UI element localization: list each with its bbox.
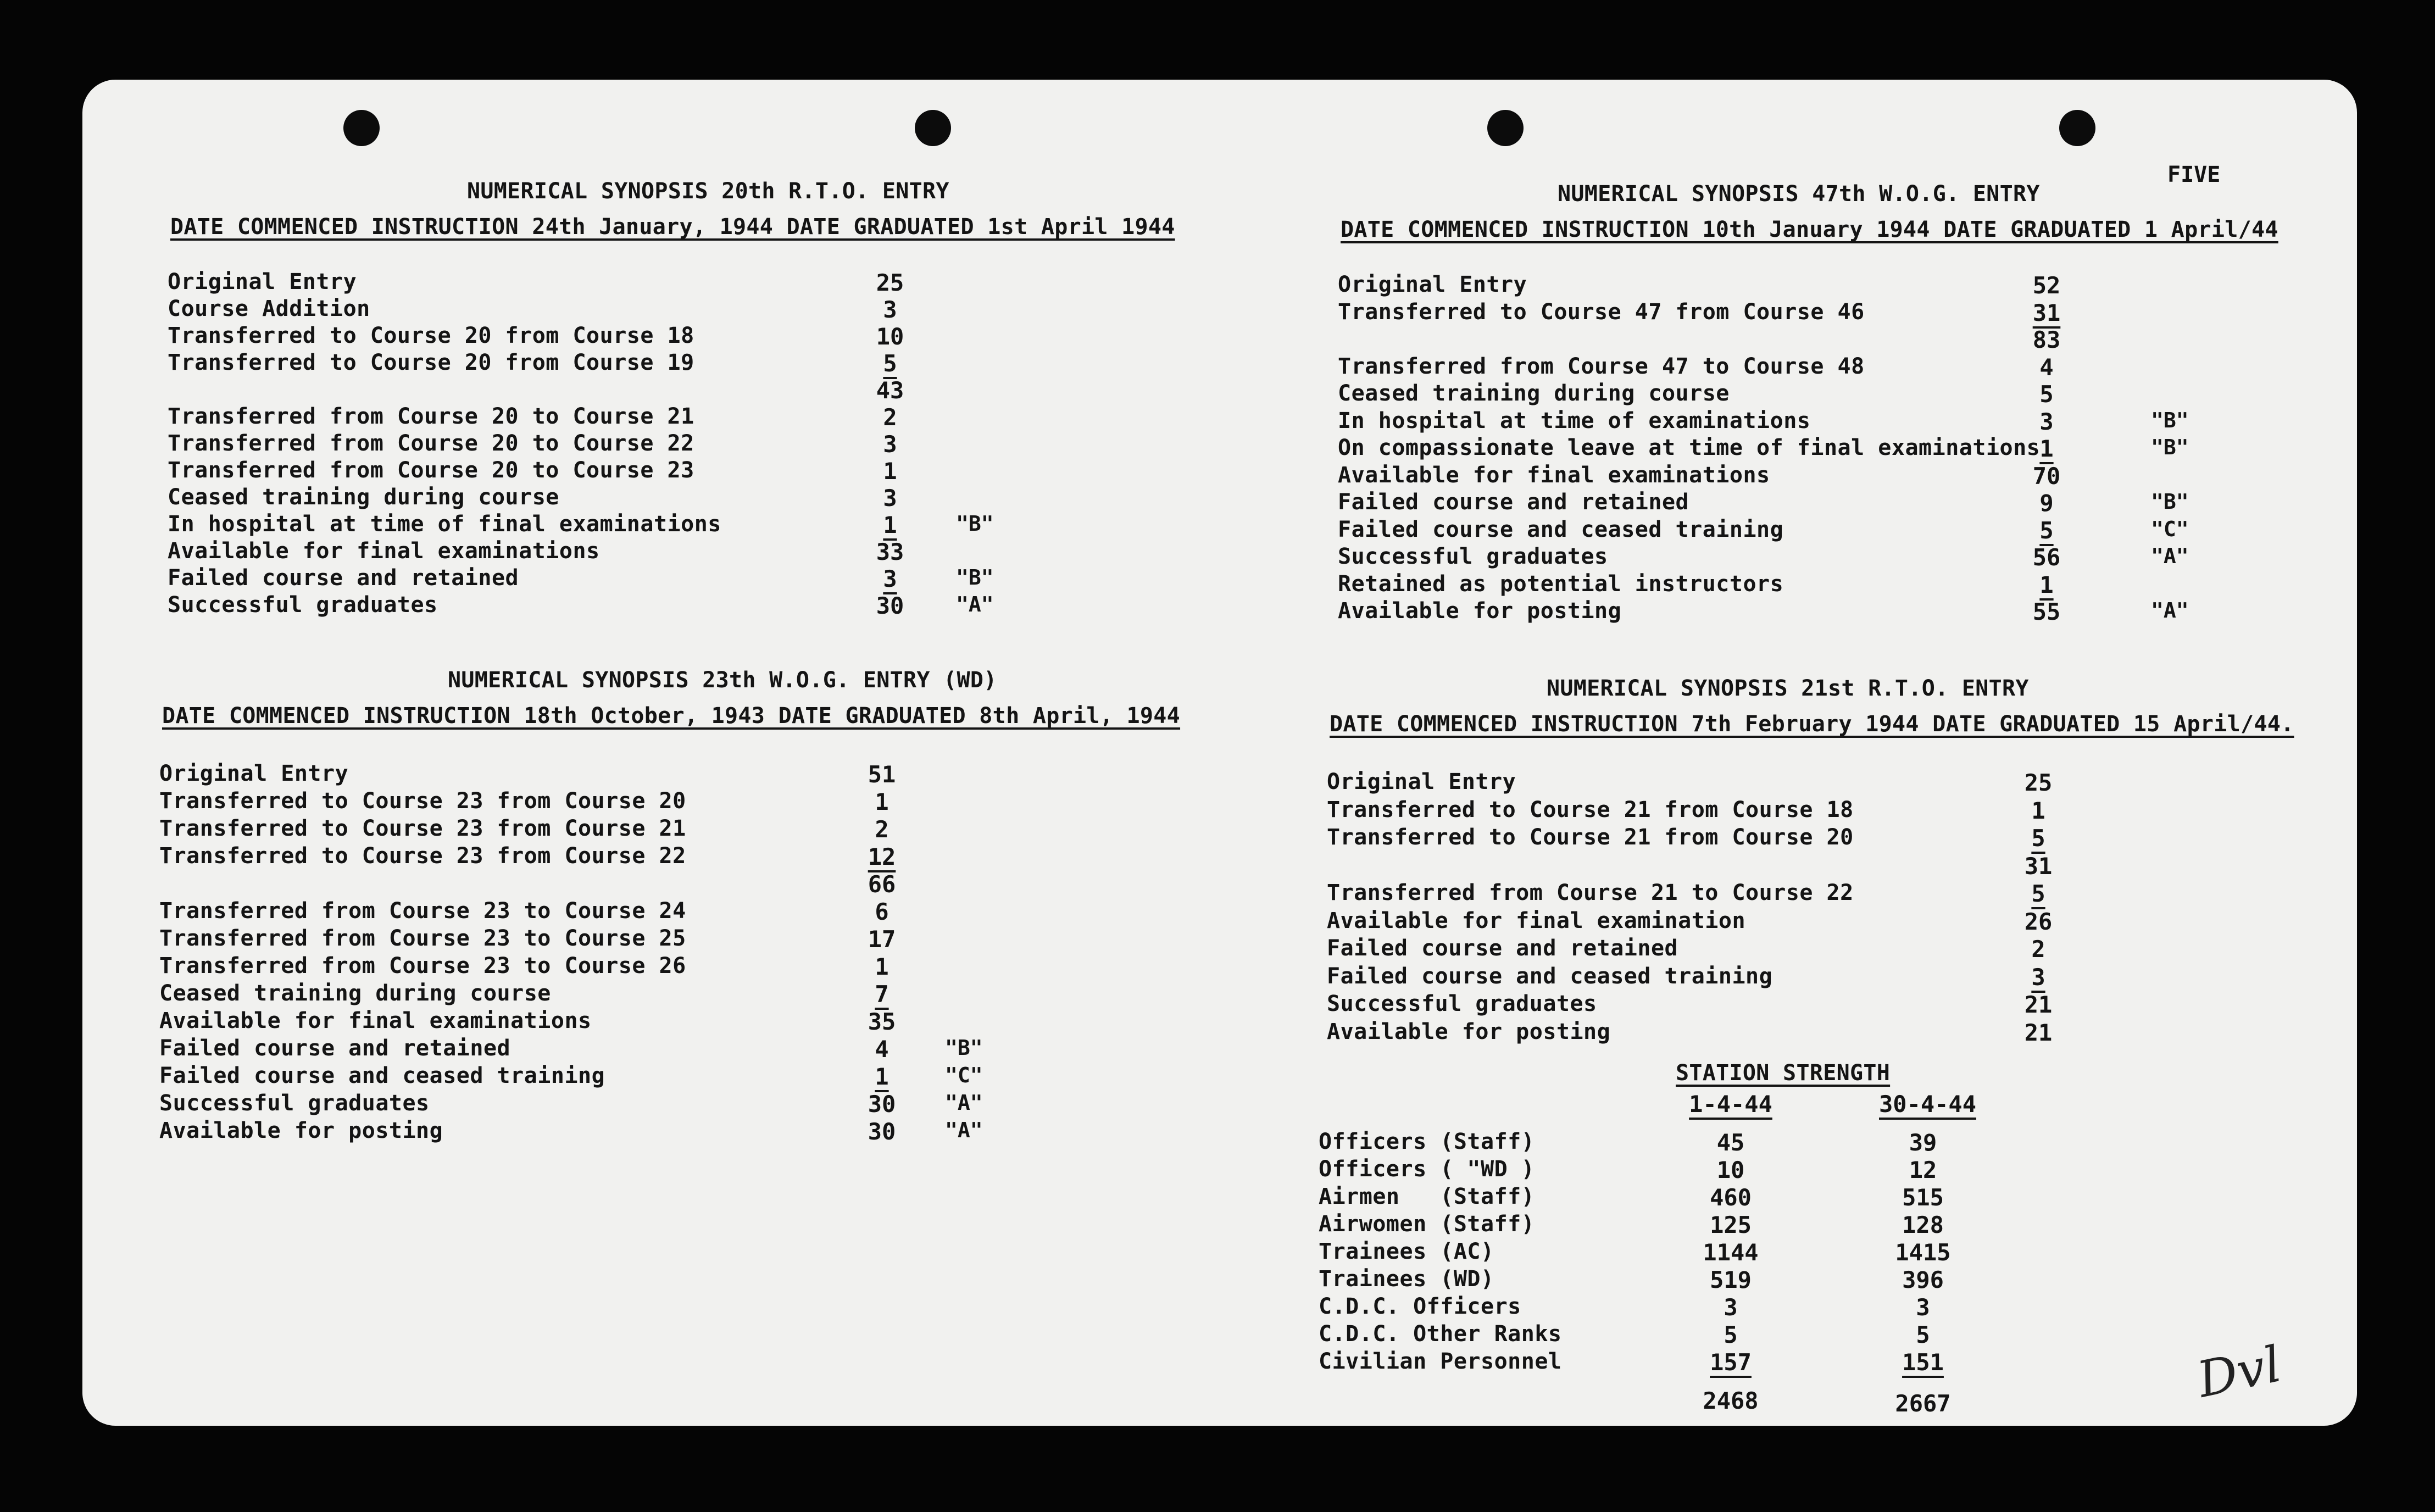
row-grade: "B"	[956, 565, 994, 590]
row-value: 3	[2031, 963, 2045, 991]
row-label: Transferred to Course 23 from Course 21	[159, 816, 686, 841]
station-row-value: 157	[1710, 1349, 1752, 1376]
punch-hole	[1487, 110, 1524, 146]
row-label: Available for final examination	[1327, 908, 1746, 933]
row-value: 1	[2031, 797, 2045, 824]
row-value: 1	[883, 458, 897, 485]
station-col2-header: 30-4-44	[1879, 1091, 1977, 1118]
row-value: 5	[2039, 516, 2054, 544]
row-value: 26	[2024, 908, 2053, 935]
row-grade: "B"	[2151, 490, 2189, 514]
row-label: Available for posting	[1327, 1019, 1611, 1044]
station-row-value: 515	[1902, 1184, 1944, 1211]
station-row-value: 460	[1710, 1184, 1752, 1211]
row-label: Ceased training during course	[159, 981, 551, 1006]
section-title: NUMERICAL SYNOPSIS 20th R.T.O. ENTRY	[467, 179, 949, 204]
station-row-value: 12	[1909, 1157, 1937, 1183]
row-value: 6	[875, 898, 889, 925]
row-value: 43	[876, 377, 904, 404]
row-grade: "A"	[956, 592, 994, 616]
punch-hole	[2059, 110, 2095, 146]
row-label: Transferred from Course 47 to Course 48	[1338, 353, 1865, 379]
section-title: NUMERICAL SYNOPSIS 23th W.O.G. ENTRY (WD)	[448, 668, 997, 693]
row-label: Transferred to Course 23 from Course 22	[159, 843, 686, 869]
row-label: Transferred from Course 20 to Course 21	[168, 404, 694, 429]
row-label: Transferred to Course 47 from Course 46	[1338, 299, 1865, 325]
station-row-label: C.D.C. Other Ranks	[1319, 1321, 1562, 1347]
station-total-2: 2667	[1895, 1390, 1951, 1417]
station-row-value: 1144	[1703, 1239, 1759, 1266]
row-label: Transferred to Course 23 from Course 20	[159, 788, 686, 814]
row-label: Failed course and ceased training	[159, 1063, 605, 1088]
station-row-value: 128	[1902, 1211, 1944, 1238]
section-title: NUMERICAL SYNOPSIS 21st R.T.O. ENTRY	[1547, 676, 2029, 701]
row-value: 31	[2032, 299, 2061, 326]
row-label: Transferred from Course 20 to Course 22	[168, 431, 694, 456]
station-row-label: Trainees (WD)	[1319, 1266, 1494, 1292]
row-label: Original Entry	[168, 269, 357, 294]
row-value: 7	[875, 981, 889, 1008]
row-label: Transferred from Course 23 to Course 24	[159, 898, 686, 924]
row-value: 17	[868, 926, 896, 953]
row-label: Available for final examinations	[159, 1008, 592, 1033]
row-grade: "C"	[2151, 516, 2189, 541]
row-value: 30	[868, 1118, 896, 1145]
row-value: 3	[2039, 408, 2054, 435]
row-value: 3	[883, 296, 897, 323]
station-row-value: 519	[1710, 1266, 1752, 1293]
row-label: Original Entry	[1338, 272, 1527, 297]
row-label: Ceased training during course	[168, 485, 559, 510]
row-value: 12	[868, 843, 896, 870]
row-label: Failed course and ceased training	[1338, 516, 1784, 542]
page-label: FIVE	[2167, 162, 2221, 187]
station-row-value: 45	[1716, 1129, 1745, 1156]
row-label: Ceased training during course	[1338, 381, 1730, 406]
row-value: 31	[2024, 852, 2053, 880]
section-dates: DATE COMMENCED INSTRUCTION 10th January 1944 DATE GRADUATED 1 April/44	[1341, 217, 2278, 242]
row-label: Failed course and retained	[1327, 936, 1678, 961]
row-grade: "B"	[2151, 408, 2189, 432]
row-value: 1	[2039, 571, 2054, 598]
row-label: Successful graduates	[1327, 991, 1597, 1016]
row-value: 52	[2032, 272, 2061, 299]
row-value: 3	[883, 431, 897, 458]
station-row-value: 396	[1902, 1266, 1944, 1293]
section-dates: DATE COMMENCED INSTRUCTION 24th January, 1944 DATE GRADUATED 1st April 1944	[170, 214, 1175, 240]
row-label: Transferred to Course 21 from Course 20	[1327, 825, 1854, 850]
row-label: Original Entry	[159, 761, 349, 786]
row-value: 2	[2031, 936, 2045, 963]
station-col1-header: 1-4-44	[1689, 1091, 1772, 1118]
row-value: 30	[868, 1091, 896, 1118]
station-row-label: Officers (Staff)	[1319, 1129, 1535, 1154]
station-row-label: Airmen (Staff)	[1319, 1184, 1535, 1209]
row-value: 2	[875, 816, 889, 843]
row-label: Successful graduates	[159, 1091, 430, 1116]
row-value: 5	[883, 350, 897, 377]
row-label: Successful graduates	[168, 592, 438, 618]
row-grade: "C"	[945, 1063, 983, 1087]
row-label: In hospital at time of final examinations	[168, 512, 721, 537]
station-row-label: Airwomen (Staff)	[1319, 1211, 1535, 1237]
row-grade: "A"	[945, 1091, 983, 1115]
row-label: Failed course and ceased training	[1327, 963, 1773, 989]
station-row-label: Officers ( "WD )	[1319, 1157, 1535, 1182]
row-label: Failed course and retained	[168, 565, 519, 591]
row-value: 1	[875, 953, 889, 980]
station-row-value: 39	[1909, 1129, 1937, 1156]
station-row-value: 1415	[1895, 1239, 1951, 1266]
row-grade: "B"	[945, 1036, 983, 1060]
row-value: 1	[883, 512, 897, 538]
row-grade: "A"	[2151, 544, 2189, 568]
station-row-value: 125	[1710, 1211, 1752, 1238]
row-value: 25	[876, 269, 904, 296]
row-value: 83	[2032, 326, 2061, 353]
row-value: 5	[2031, 825, 2045, 852]
handwritten-initials: Dvl	[2192, 1335, 2287, 1409]
row-label: Transferred to Course 21 from Course 18	[1327, 797, 1854, 822]
row-value: 21	[2024, 1019, 2053, 1046]
row-label: Available for final examinations	[1338, 462, 1770, 488]
row-label: Transferred from Course 23 to Course 26	[159, 953, 686, 979]
row-value: 21	[2024, 991, 2053, 1018]
station-row-value: 3	[1916, 1294, 1930, 1321]
row-value: 55	[2032, 598, 2061, 625]
row-value: 5	[2031, 880, 2045, 907]
row-label: Available for posting	[159, 1118, 443, 1143]
row-value: 1	[875, 1063, 889, 1090]
row-value: 35	[868, 1008, 896, 1035]
station-total-1: 2468	[1703, 1387, 1759, 1414]
row-label: In hospital at time of examinations	[1338, 408, 1811, 433]
row-value: 66	[868, 871, 896, 898]
row-label: Original Entry	[1327, 769, 1516, 794]
station-strength-title: STATION STRENGTH	[1676, 1060, 1891, 1086]
station-row-value: 3	[1724, 1294, 1738, 1321]
row-value: 3	[883, 565, 897, 592]
row-label: Retained as potential instructors	[1338, 571, 1784, 597]
station-row-label: Trainees (AC)	[1319, 1239, 1494, 1264]
section-dates: DATE COMMENCED INSTRUCTION 18th October, 1943 DATE GRADUATED 8th April, 1944	[162, 703, 1181, 729]
section-dates: DATE COMMENCED INSTRUCTION 7th February 1944 DATE GRADUATED 15 April/44.	[1330, 711, 2294, 737]
row-label: Transferred from Course 23 to Course 25	[159, 926, 686, 951]
row-label: Course Addition	[168, 296, 370, 321]
row-value: 51	[868, 761, 896, 788]
row-label: Transferred from Course 21 to Course 22	[1327, 880, 1854, 905]
row-label: On compassionate leave at time of final examinations	[1338, 435, 2041, 460]
row-value: 9	[2039, 490, 2054, 516]
station-row-value: 10	[1716, 1157, 1745, 1183]
station-row-value: 5	[1724, 1321, 1738, 1348]
row-grade: "A"	[2151, 598, 2189, 622]
row-label: Failed course and retained	[1338, 490, 1689, 515]
row-value: 10	[876, 323, 904, 350]
row-value: 1	[2039, 435, 2054, 462]
station-row-value: 5	[1916, 1321, 1930, 1348]
row-value: 30	[876, 592, 904, 619]
row-label: Failed course and retained	[159, 1036, 511, 1061]
row-label: Transferred to Course 20 from Course 18	[168, 323, 694, 348]
section-title: NUMERICAL SYNOPSIS 47th W.O.G. ENTRY	[1558, 181, 2040, 207]
station-row-value: 151	[1902, 1349, 1944, 1376]
row-value: 5	[2039, 381, 2054, 408]
punch-hole	[343, 110, 380, 146]
station-row-label: C.D.C. Officers	[1319, 1294, 1521, 1319]
row-grade: "B"	[2151, 435, 2189, 459]
row-value: 3	[883, 485, 897, 512]
row-value: 33	[876, 538, 904, 565]
row-value: 4	[875, 1036, 889, 1063]
row-label: Transferred from Course 20 to Course 23	[168, 458, 694, 483]
row-value: 4	[2039, 353, 2054, 381]
row-value: 70	[2032, 462, 2061, 490]
row-grade: "A"	[945, 1118, 983, 1142]
row-value: 56	[2032, 544, 2061, 571]
document-card	[82, 80, 2357, 1426]
row-value: 1	[875, 788, 889, 815]
row-label: Available for final examinations	[168, 538, 600, 564]
row-grade: "B"	[956, 512, 994, 536]
row-value: 2	[883, 404, 897, 431]
row-value: 25	[2024, 769, 2053, 796]
row-label: Transferred to Course 20 from Course 19	[168, 350, 694, 375]
row-label: Successful graduates	[1338, 544, 1608, 569]
station-row-label: Civilian Personnel	[1319, 1349, 1562, 1374]
punch-hole	[915, 110, 951, 146]
row-label: Available for posting	[1338, 598, 1622, 624]
